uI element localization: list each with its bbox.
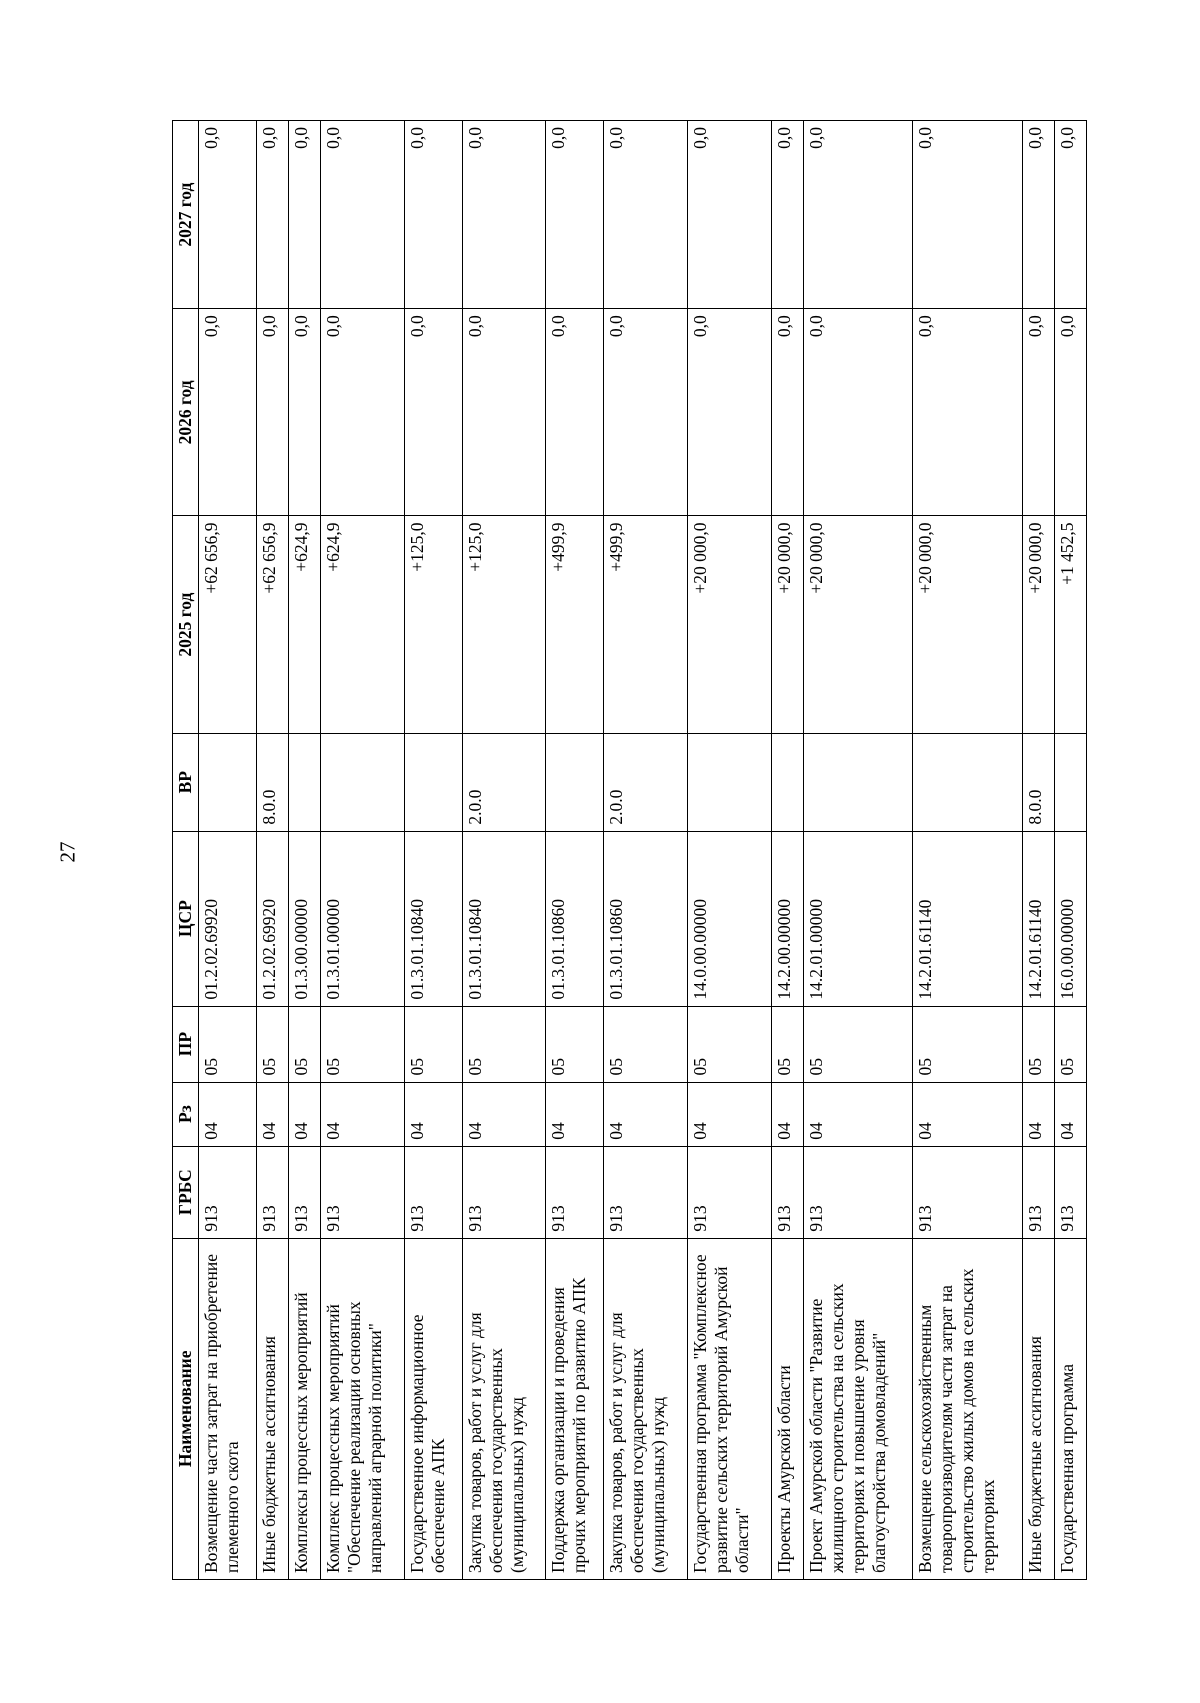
cell-grbs: 913 <box>462 1146 546 1238</box>
header-name: Наименование <box>173 1238 199 1579</box>
cell-csr: 01.3.01.10860 <box>604 831 688 1006</box>
cell-csr: 01.2.02.69920 <box>199 831 257 1006</box>
cell-2027: 0,0 <box>320 121 404 309</box>
cell-name: Иные бюджетные ассигнования <box>1022 1238 1054 1579</box>
cell-csr: 14.2.01.61140 <box>913 831 1023 1006</box>
cell-grbs: 913 <box>546 1146 604 1238</box>
cell-2027: 0,0 <box>771 121 803 309</box>
cell-2027: 0,0 <box>462 121 546 309</box>
cell-csr: 14.0.00.00000 <box>687 831 771 1006</box>
cell-rz: 04 <box>199 1082 257 1146</box>
cell-rz: 04 <box>687 1082 771 1146</box>
cell-2027: 0,0 <box>913 121 1023 309</box>
cell-grbs: 913 <box>687 1146 771 1238</box>
cell-csr: 16.0.00.00000 <box>1054 831 1086 1006</box>
header-rz: Рз <box>173 1082 199 1146</box>
table-row <box>771 121 803 1580</box>
cell-name: Закупка товаров, работ и услуг для обеспечения государственных (муниципальных) нужд <box>604 1238 688 1579</box>
cell-vr <box>771 733 803 831</box>
cell-2027: 0,0 <box>546 121 604 309</box>
cell-2027: 0,0 <box>687 121 771 309</box>
cell-csr: 01.3.01.00000 <box>320 831 404 1006</box>
table-row <box>1054 121 1086 1580</box>
header-csr: ЦСР <box>173 831 199 1006</box>
cell-2025: +624,9 <box>320 516 404 733</box>
table-row <box>1022 121 1054 1580</box>
cell-pr: 05 <box>1022 1006 1054 1082</box>
cell-2027: 0,0 <box>1054 121 1086 309</box>
cell-2026: 0,0 <box>687 309 771 516</box>
cell-csr: 01.3.01.10840 <box>462 831 546 1006</box>
cell-vr <box>199 733 257 831</box>
cell-name: Проекты Амурской области <box>771 1238 803 1579</box>
cell-vr: 8.0.0 <box>1022 733 1054 831</box>
cell-csr: 14.2.01.61140 <box>1022 831 1054 1006</box>
cell-name: Поддержка организации и проведения прочих мероприятий по развитию АПК <box>546 1238 604 1579</box>
rotated-table-container <box>172 120 1087 1580</box>
cell-rz: 04 <box>771 1082 803 1146</box>
header-2027: 2027 год <box>173 121 199 309</box>
cell-2025: +62 656,9 <box>199 516 257 733</box>
header-2026: 2026 год <box>173 309 199 516</box>
cell-2026: 0,0 <box>404 309 462 516</box>
table-body <box>199 121 1087 1580</box>
cell-pr: 05 <box>546 1006 604 1082</box>
cell-2027: 0,0 <box>256 121 288 309</box>
cell-rz: 04 <box>546 1082 604 1146</box>
cell-name: Возмещение сельскохозяйственным товаропроизводителям части затрат на строительство жилых домов на сельских территориях <box>913 1238 1023 1579</box>
cell-2026: 0,0 <box>913 309 1023 516</box>
cell-2025: +20 000,0 <box>687 516 771 733</box>
cell-rz: 04 <box>288 1082 320 1146</box>
cell-pr: 05 <box>771 1006 803 1082</box>
cell-vr <box>1054 733 1086 831</box>
cell-grbs: 913 <box>320 1146 404 1238</box>
cell-2026: 0,0 <box>546 309 604 516</box>
cell-2025: +125,0 <box>462 516 546 733</box>
cell-2027: 0,0 <box>1022 121 1054 309</box>
cell-rz: 04 <box>803 1082 913 1146</box>
table-row <box>256 121 288 1580</box>
cell-name: Возмещение части затрат на приобретение племенного скота <box>199 1238 257 1579</box>
cell-2027: 0,0 <box>404 121 462 309</box>
cell-rz: 04 <box>1022 1082 1054 1146</box>
cell-pr: 05 <box>687 1006 771 1082</box>
cell-2027: 0,0 <box>288 121 320 309</box>
cell-vr <box>288 733 320 831</box>
table-row <box>913 121 1023 1580</box>
cell-2027: 0,0 <box>803 121 913 309</box>
cell-pr: 05 <box>462 1006 546 1082</box>
cell-csr: 01.2.02.69920 <box>256 831 288 1006</box>
cell-pr: 05 <box>913 1006 1023 1082</box>
table-row <box>288 121 320 1580</box>
cell-rz: 04 <box>462 1082 546 1146</box>
cell-name: Закупка товаров, работ и услуг для обеспечения государственных (муниципальных) нужд <box>462 1238 546 1579</box>
cell-name: Комплексы процессных мероприятий <box>288 1238 320 1579</box>
cell-2026: 0,0 <box>320 309 404 516</box>
cell-2025: +499,9 <box>546 516 604 733</box>
cell-rz: 04 <box>604 1082 688 1146</box>
cell-grbs: 913 <box>803 1146 913 1238</box>
table-row <box>546 121 604 1580</box>
cell-grbs: 913 <box>1022 1146 1054 1238</box>
cell-2025: +1 452,5 <box>1054 516 1086 733</box>
cell-grbs: 913 <box>288 1146 320 1238</box>
table-row <box>199 121 257 1580</box>
header-pr: ПР <box>173 1006 199 1082</box>
cell-pr: 05 <box>288 1006 320 1082</box>
cell-csr: 14.2.00.00000 <box>771 831 803 1006</box>
budget-table <box>172 120 1087 1580</box>
cell-csr: 01.3.01.10860 <box>546 831 604 1006</box>
cell-name: Иные бюджетные ассигнования <box>256 1238 288 1579</box>
cell-name: Проект Амурской области "Развитие жилищного строительства на сельских территориях и повышение уровня благоустройства домовладений" <box>803 1238 913 1579</box>
cell-pr: 05 <box>199 1006 257 1082</box>
cell-2025: +20 000,0 <box>1022 516 1054 733</box>
cell-name: Государственное информационное обеспечение АПК <box>404 1238 462 1579</box>
cell-2025: +125,0 <box>404 516 462 733</box>
cell-pr: 05 <box>604 1006 688 1082</box>
table-row <box>803 121 913 1580</box>
cell-vr <box>546 733 604 831</box>
cell-csr: 01.3.01.10840 <box>404 831 462 1006</box>
cell-2026: 0,0 <box>1022 309 1054 516</box>
cell-vr: 2.0.0 <box>462 733 546 831</box>
cell-vr <box>803 733 913 831</box>
cell-2026: 0,0 <box>803 309 913 516</box>
cell-2025: +20 000,0 <box>771 516 803 733</box>
cell-csr: 01.3.00.00000 <box>288 831 320 1006</box>
cell-grbs: 913 <box>604 1146 688 1238</box>
cell-vr <box>404 733 462 831</box>
cell-2025: +499,9 <box>604 516 688 733</box>
cell-2025: +624,9 <box>288 516 320 733</box>
cell-grbs: 913 <box>771 1146 803 1238</box>
table-row <box>320 121 404 1580</box>
cell-2027: 0,0 <box>604 121 688 309</box>
cell-pr: 05 <box>256 1006 288 1082</box>
table-row <box>462 121 546 1580</box>
cell-2026: 0,0 <box>288 309 320 516</box>
cell-vr <box>687 733 771 831</box>
cell-grbs: 913 <box>913 1146 1023 1238</box>
cell-grbs: 913 <box>404 1146 462 1238</box>
cell-pr: 05 <box>803 1006 913 1082</box>
cell-pr: 05 <box>320 1006 404 1082</box>
table-row <box>604 121 688 1580</box>
cell-2026: 0,0 <box>771 309 803 516</box>
cell-name: Государственная программа <box>1054 1238 1086 1579</box>
cell-rz: 04 <box>913 1082 1023 1146</box>
cell-rz: 04 <box>256 1082 288 1146</box>
cell-pr: 05 <box>404 1006 462 1082</box>
cell-2026: 0,0 <box>256 309 288 516</box>
cell-grbs: 913 <box>1054 1146 1086 1238</box>
cell-pr: 05 <box>1054 1006 1086 1082</box>
cell-vr: 2.0.0 <box>604 733 688 831</box>
cell-csr: 14.2.01.00000 <box>803 831 913 1006</box>
cell-grbs: 913 <box>256 1146 288 1238</box>
cell-rz: 04 <box>1054 1082 1086 1146</box>
cell-2025: +62 656,9 <box>256 516 288 733</box>
cell-2025: +20 000,0 <box>913 516 1023 733</box>
cell-2025: +20 000,0 <box>803 516 913 733</box>
table-header-row <box>173 121 199 1580</box>
page-number: 27 <box>55 841 80 863</box>
cell-2026: 0,0 <box>604 309 688 516</box>
cell-rz: 04 <box>320 1082 404 1146</box>
cell-name: Государственная программа "Комплексное развитие сельских территорий Амурской области" <box>687 1238 771 1579</box>
cell-grbs: 913 <box>199 1146 257 1238</box>
cell-vr <box>320 733 404 831</box>
cell-rz: 04 <box>404 1082 462 1146</box>
header-grbs: ГРБС <box>173 1146 199 1238</box>
cell-2027: 0,0 <box>199 121 257 309</box>
header-vr: ВР <box>173 733 199 831</box>
table-row <box>687 121 771 1580</box>
table-row <box>404 121 462 1580</box>
cell-2026: 0,0 <box>462 309 546 516</box>
cell-vr <box>913 733 1023 831</box>
header-2025: 2025 год <box>173 516 199 733</box>
cell-2026: 0,0 <box>199 309 257 516</box>
cell-vr: 8.0.0 <box>256 733 288 831</box>
cell-name: Комплекс процессных мероприятий "Обеспечение реализации основных направлений аграрной политики" <box>320 1238 404 1579</box>
cell-2026: 0,0 <box>1054 309 1086 516</box>
